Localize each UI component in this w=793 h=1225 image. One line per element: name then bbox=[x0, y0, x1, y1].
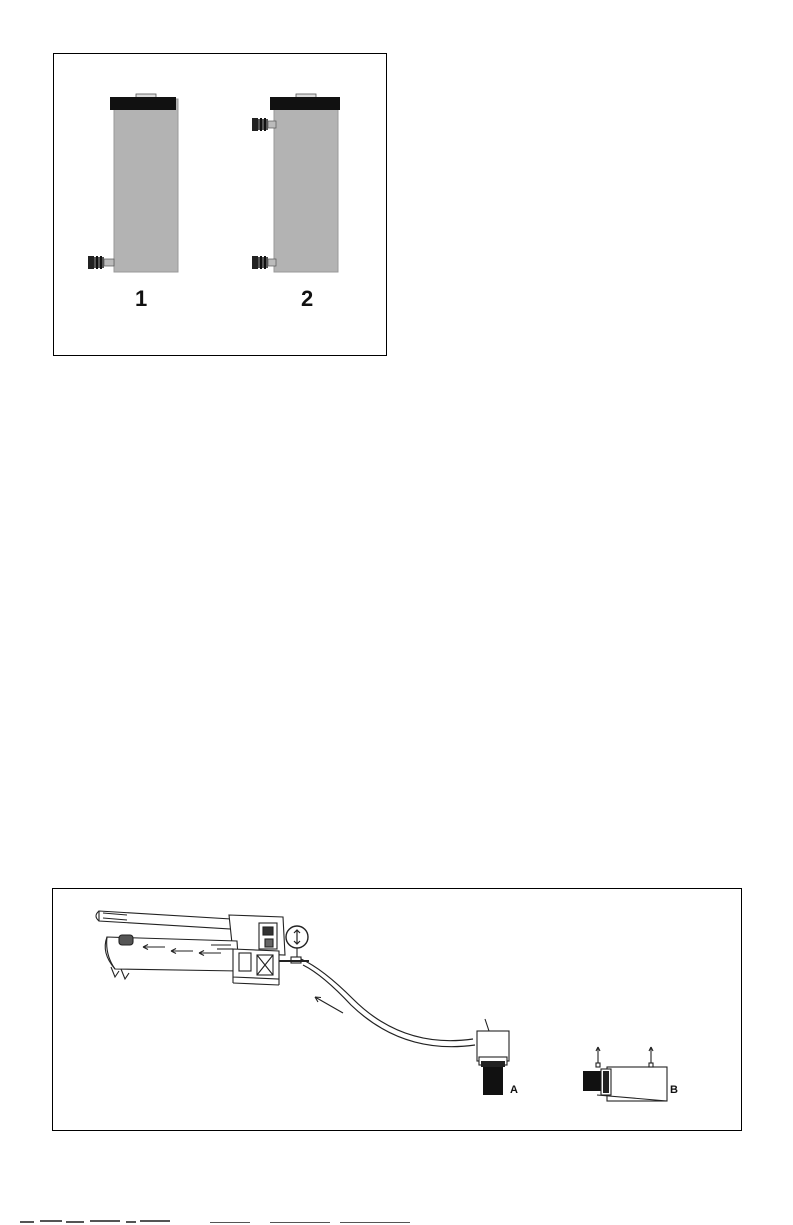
port-coupler-icon bbox=[88, 256, 114, 269]
cylinder-b-illustration bbox=[583, 1047, 667, 1101]
cut-off-footer-marks bbox=[0, 1217, 793, 1225]
upper-port-coupler-icon bbox=[252, 118, 276, 131]
lower-port-coupler-icon bbox=[252, 256, 276, 269]
single-acting-cylinder bbox=[88, 94, 178, 272]
hand-pump-illustration bbox=[96, 911, 309, 985]
cylinder-types-figure bbox=[53, 53, 387, 356]
cylinder-b-label: B bbox=[670, 1084, 678, 1096]
cylinder-2-label: 2 bbox=[301, 286, 314, 311]
cylinder-1-label: 1 bbox=[135, 286, 148, 311]
cylinder-a-label: A bbox=[510, 1084, 518, 1096]
pump-connection-figure bbox=[52, 888, 742, 1131]
hose-illustration bbox=[301, 959, 475, 1047]
cylinder-a-illustration bbox=[477, 1019, 509, 1095]
double-acting-cylinder bbox=[252, 94, 340, 272]
